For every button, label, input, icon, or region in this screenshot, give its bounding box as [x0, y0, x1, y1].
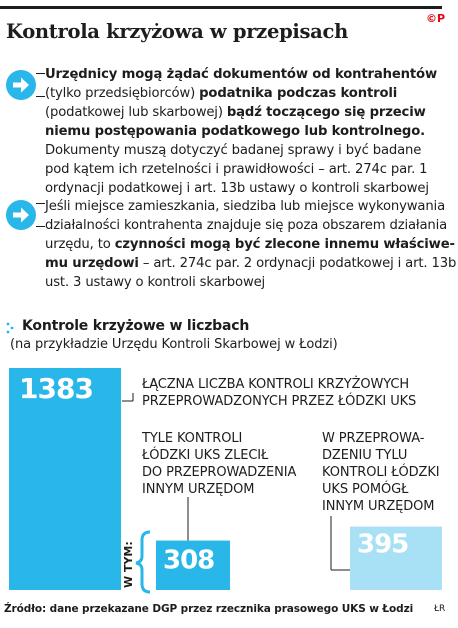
value-label-assisted: 395: [357, 529, 409, 560]
text: działalności kontrahenta znajduje się poza obszarem działania: [45, 218, 448, 233]
label-line: PRZEPROWADZONYCH PRZEZ ŁÓDZKI UKS: [142, 394, 417, 409]
label-line: INNYM URZĘDOM: [142, 482, 255, 497]
author-credit: ŁR: [434, 604, 446, 614]
bold-text: mu urzędowi: [45, 256, 139, 271]
bold-text: podatnika podczas kontroli: [199, 86, 398, 101]
label-assisted: [322, 430, 440, 515]
label-delegated: [142, 430, 296, 498]
page-title: Kontrola krzyżowa w przepisach: [6, 20, 348, 43]
bold-text: Urzędnicy mogą żądać dokumentów od kontrahentów: [45, 67, 437, 82]
label-line: DZENIU TYLU: [322, 448, 408, 463]
text: ordynacji podatkowej i art. 13b ustawy o kontroli skarbowej: [45, 181, 429, 196]
value-label-total: 1383: [19, 372, 93, 405]
bold-text: bądź toczącego się przeciw: [226, 105, 426, 120]
bold-text: niemu postępowania podatkowego lub kontrolnego.: [45, 124, 425, 139]
text: Dokumenty muszą dotyczyć badanej sprawy i być badane: [45, 143, 422, 158]
text: urzędu, to: [45, 237, 115, 252]
text: (tylko przedsiębiorców): [45, 86, 200, 101]
bold-text: czynności mogą być zlecone innemu właściwe-: [114, 237, 455, 252]
copyright-logo: ©P: [426, 12, 446, 25]
value-label-delegated: 308: [163, 545, 215, 576]
stats-subtitle: (na przykładzie Urzędu Kontroli Skarbowej w Łodzi): [10, 337, 338, 352]
label-line: ŁÓDZKI UKS ZLECIŁ: [142, 448, 269, 463]
text: Jeśli miejsce zamieszkania, siedziba lub miejsce wykonywania: [45, 199, 446, 214]
source-note: Źródło: dane przekazane DGP przez rzecznika prasowego UKS w Łodzi: [4, 603, 414, 615]
in-that-label: W TYM:: [122, 541, 135, 588]
label-line: DO PRZEPROWADZENIA: [142, 465, 297, 480]
text: (podatkowej lub skarbowej): [45, 105, 227, 120]
label-total: [142, 376, 416, 410]
label-line: ŁĄCZNA LICZBA KONTROLI KRZYŻOWYCH: [142, 377, 410, 392]
label-line: TYLE KONTROLI: [142, 431, 243, 446]
text: ust. 3 ustawy o kontroli skarbowej: [45, 275, 266, 290]
label-line: W PRZEPROWA-: [322, 431, 425, 446]
label-line: INNYM URZĘDOM: [322, 499, 435, 514]
label-line: KONTROLI ŁÓDZKI: [322, 465, 440, 480]
text: – art. 274c par. 2 ordynacji podatkowej i art. 13b: [138, 256, 457, 271]
label-line: UKS POMÓGŁ: [322, 482, 409, 497]
brace-icon: [136, 532, 150, 592]
text: pod kątem ich rzetelności i prawidłowości – art. 274c par. 1: [45, 162, 428, 177]
stats-title: Kontrole krzyżowe w liczbach: [22, 318, 250, 334]
